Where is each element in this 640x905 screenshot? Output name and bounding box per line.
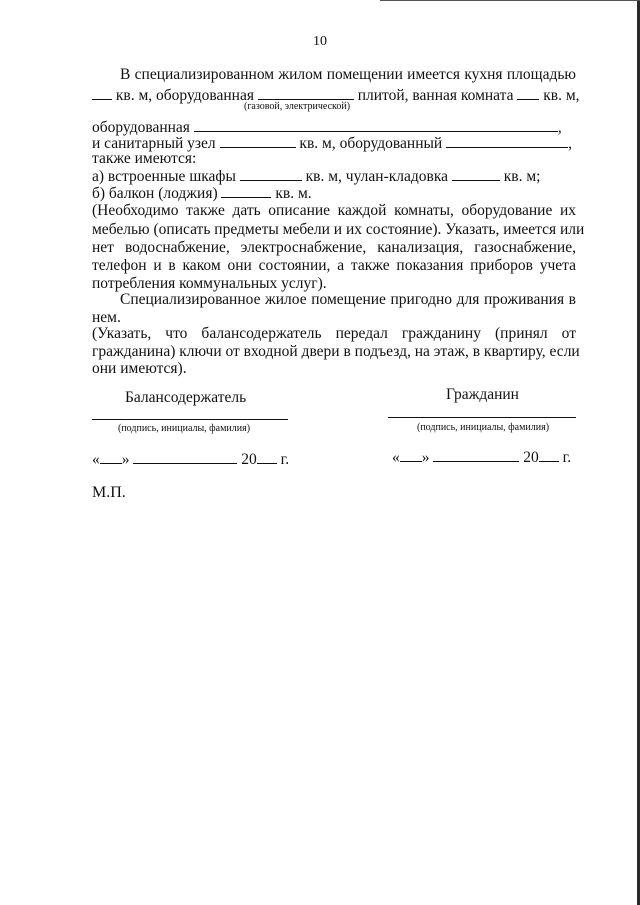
body-line-7a: б) балкон (лоджия) (92, 185, 218, 202)
left-day-blank (100, 449, 122, 464)
right-date-line (392, 447, 571, 467)
body-line-8: (Необходимо также дать описание каждой комнаты, оборудование их (92, 202, 576, 219)
right-day-blank (400, 447, 422, 462)
stamp-label: М.П. (92, 484, 126, 501)
body-line-13: Специализированное жилое помещение пригодно для проживания в (120, 291, 576, 308)
body-line-1: В специализированном жилом помещении имеется кухня площадью (120, 66, 576, 83)
body-line-2a: кв. м, оборудованная (115, 87, 254, 104)
body-line-2b: плитой, ванная комната (357, 87, 514, 104)
body-line-2c: кв. м, (543, 87, 580, 104)
right-month-blank (433, 447, 519, 462)
body-line-3-label: оборудованная (92, 119, 190, 136)
left-signatory-title: Балансодержатель (125, 389, 247, 406)
closets-area-blank (240, 166, 302, 181)
scan-top-edge (380, 0, 640, 1)
quote-close: » (421, 449, 430, 466)
left-signature-line (92, 419, 288, 420)
stove-type-caption: (газовой, электрической) (244, 101, 351, 112)
body-line-4a: и санитарный узел (92, 135, 216, 152)
year-suffix: г. (280, 451, 290, 468)
body-line-6c: кв. м; (503, 168, 541, 185)
year-prefix: 20 (241, 451, 257, 468)
body-line-9: мебелью (описать предметы мебели и их состояние). Указать, имеется или (92, 221, 585, 238)
year-prefix: 20 (523, 449, 539, 466)
toilet-equipment-blank (446, 133, 568, 148)
body-line-5: также имеются: (92, 150, 197, 167)
right-signatory-title: Гражданин (446, 386, 519, 403)
comma: , (557, 119, 562, 136)
page-number: 10 (313, 34, 327, 49)
stove-type-blank (258, 85, 354, 100)
pantry-area-blank (452, 166, 500, 181)
body-line-7b: кв. м. (275, 185, 312, 202)
body-line-14: нем. (92, 309, 121, 326)
body-line-6a: а) встроенные шкафы (92, 168, 236, 185)
body-line-16: гражданина) ключи от входной двери в подъезд, на этаж, в квартиру, если (92, 343, 580, 360)
right-year-blank (539, 447, 559, 462)
left-signature-caption: (подпись, инициалы, фамилия) (118, 423, 251, 434)
quote-open: « (92, 451, 100, 468)
left-month-blank (133, 449, 237, 464)
body-line-6b: кв. м, чулан-кладовка (305, 168, 449, 185)
comma: , (568, 135, 572, 152)
left-year-blank (257, 449, 277, 464)
left-date-line (92, 449, 289, 469)
toilet-area-blank (220, 133, 296, 148)
kitchen-area-blank (92, 85, 112, 100)
body-line-17: они имеются). (92, 360, 187, 377)
body-line-15: (Указать, что балансодержатель передал гражданину (принял от (92, 325, 576, 342)
right-signature-line (388, 417, 576, 418)
body-line-12: потребления коммунальных услуг). (92, 275, 327, 292)
bathroom-area-blank (517, 85, 539, 100)
body-line-4b: кв. м, оборудованный (299, 135, 443, 152)
right-signature-caption: (подпись, инициалы, фамилия) (417, 422, 550, 433)
balcony-area-blank (221, 183, 271, 198)
body-line-11: телефон и в каком они состоянии, а также показания приборов учета (92, 257, 576, 274)
body-line-10: нет водоснабжение, электроснабжение, канализация, газоснабжение, (92, 239, 576, 256)
quote-open: « (392, 449, 400, 466)
bathroom-equipment-blank (194, 117, 558, 132)
quote-close: » (121, 451, 130, 468)
year-suffix: г. (562, 449, 572, 466)
